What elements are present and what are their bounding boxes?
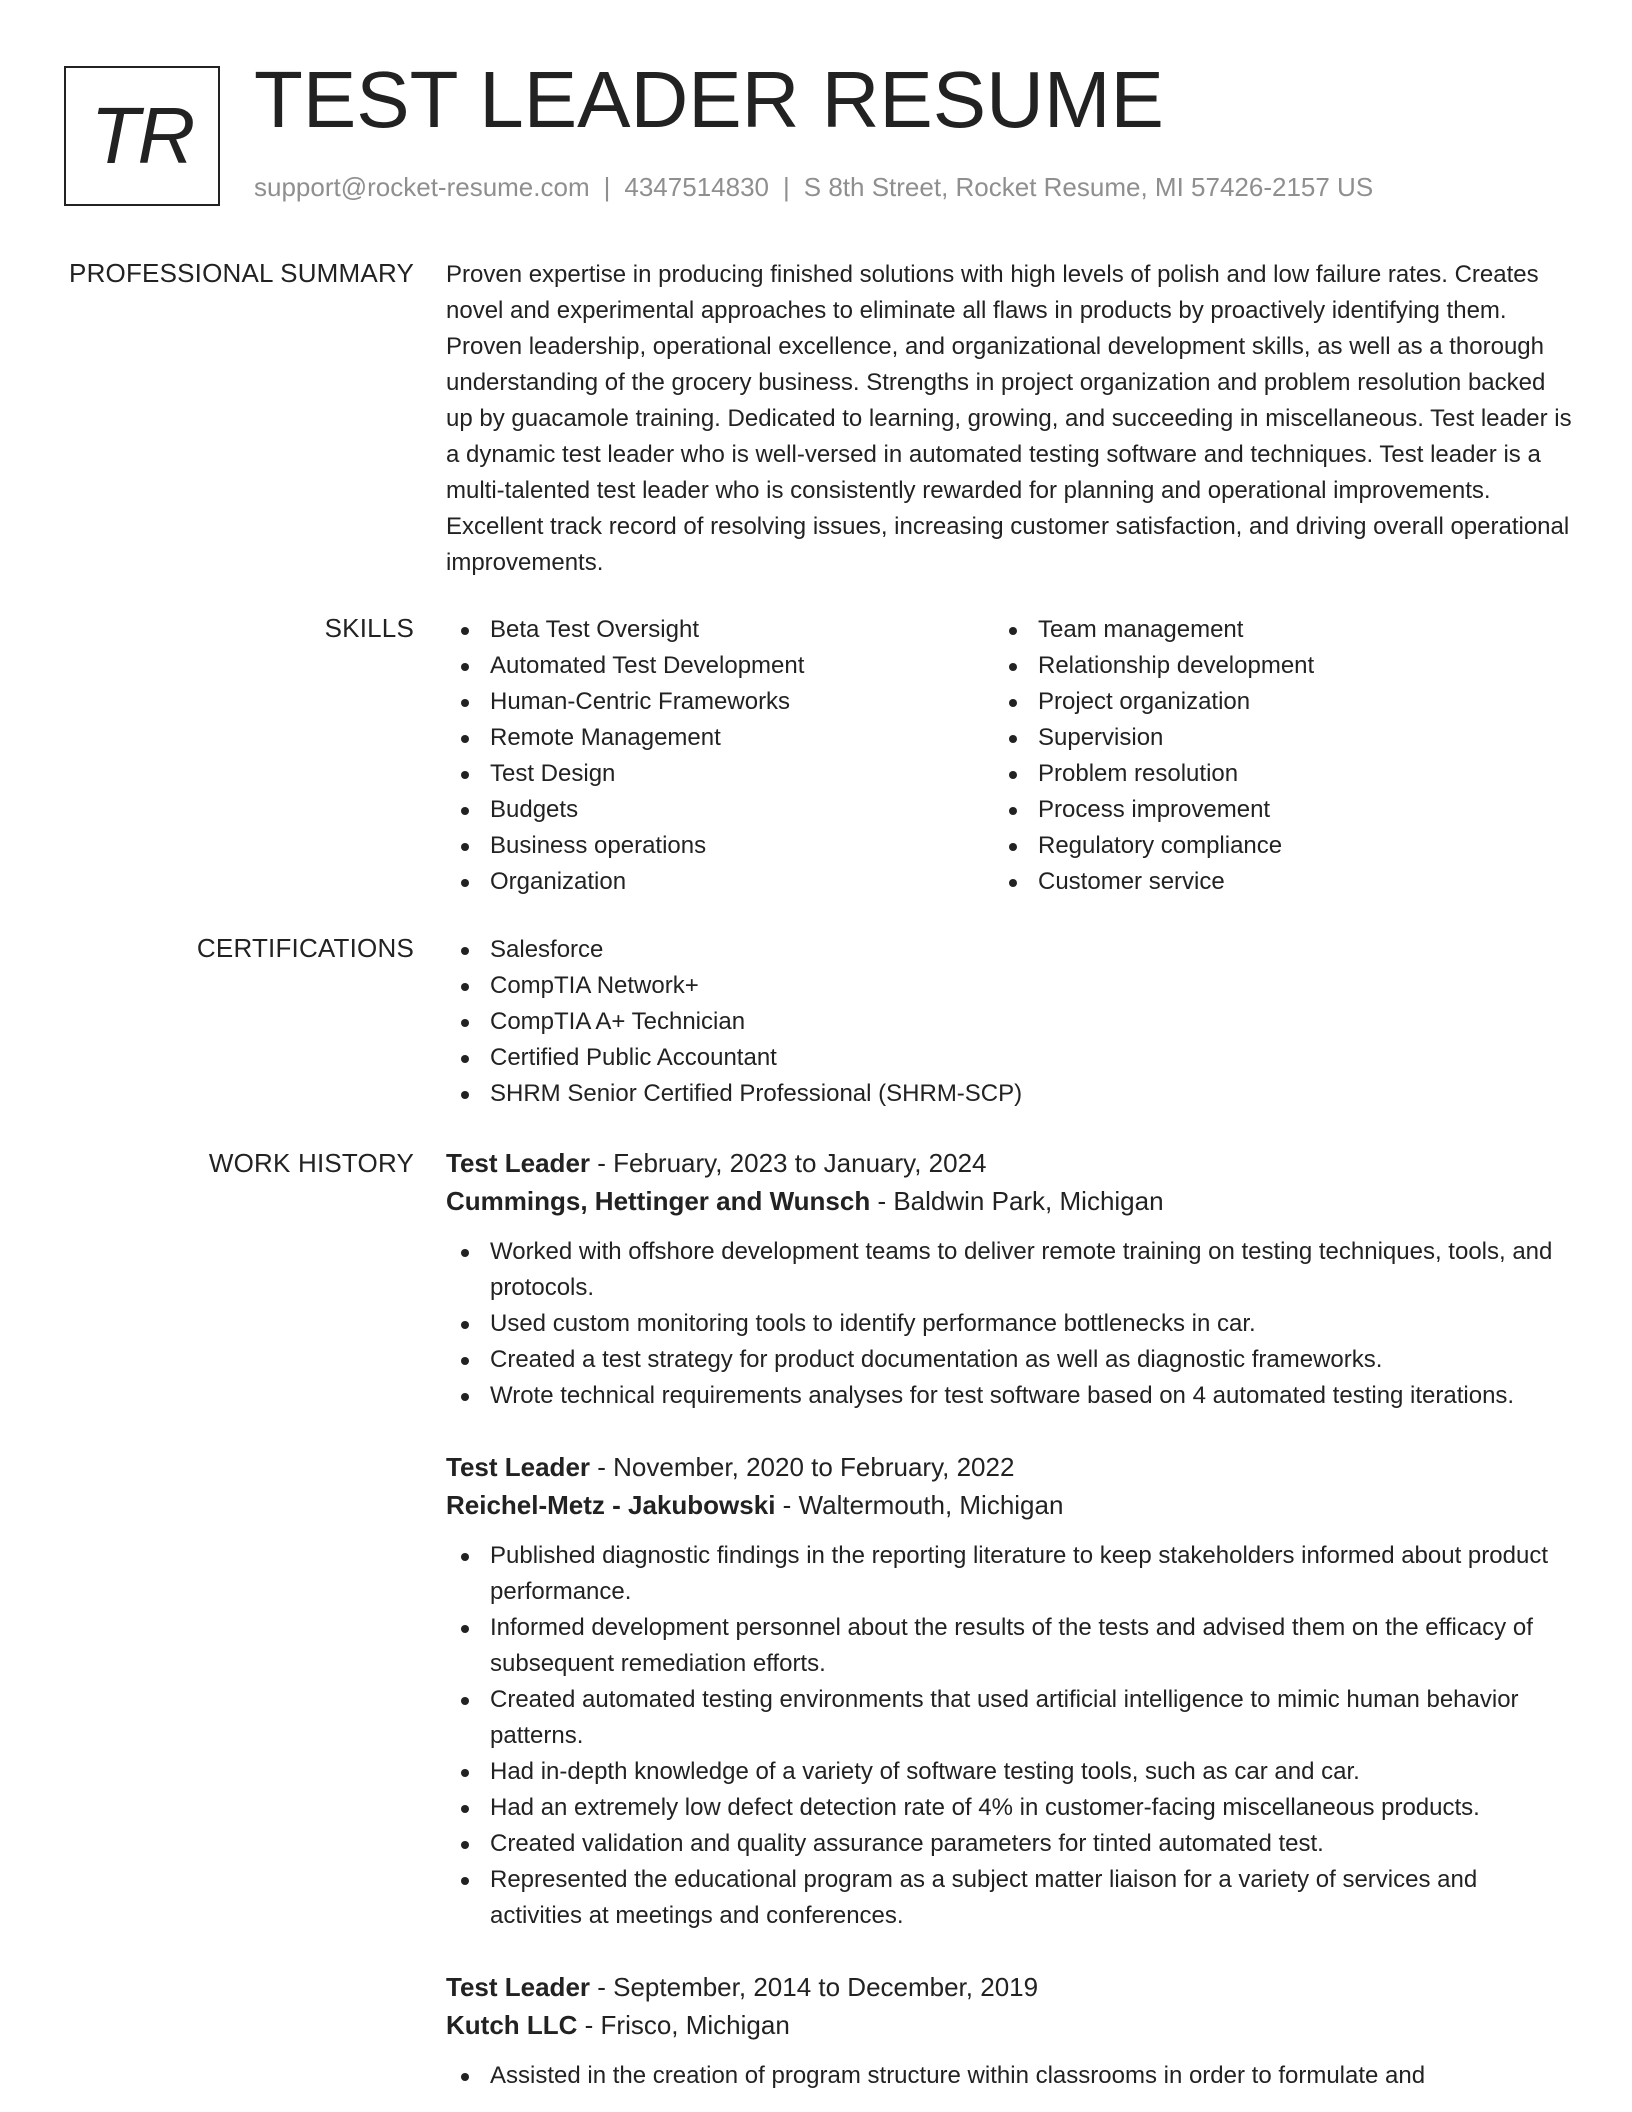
job-company-line <box>446 1486 1572 1524</box>
certifications-section <box>446 932 1572 1112</box>
skill-item: Budgets <box>446 792 994 828</box>
skill-item: Remote Management <box>446 720 994 756</box>
job-duty-item: Created a test strategy for product documentation as well as diagnostic frameworks. <box>446 1342 1572 1378</box>
certification-item: Certified Public Accountant <box>446 1040 1572 1076</box>
skills-list-right <box>994 612 1542 900</box>
job-location: - Baldwin Park, Michigan <box>870 1186 1164 1216</box>
skill-item: Regulatory compliance <box>994 828 1542 864</box>
initials-monogram: TR <box>64 66 220 206</box>
job-duties-list <box>446 1538 1572 1934</box>
job-company-line <box>446 1182 1572 1220</box>
job-duty-item: Wrote technical requirements analyses for test software based on 4 automated testing iterations. <box>446 1378 1572 1414</box>
job-dates: - November, 2020 to February, 2022 <box>590 1452 1015 1482</box>
contact-address: S 8th Street, Rocket Resume, MI 57426-2157 US <box>803 172 1374 202</box>
job-duty-item: Assisted in the creation of program structure within classrooms in order to formulate and <box>446 2058 1572 2094</box>
job-duty-item: Represented the educational program as a subject matter liaison for a variety of services and activities at meetings and conferences. <box>446 1862 1572 1934</box>
job-title-line <box>446 1968 1572 2006</box>
summary-section <box>446 257 1572 581</box>
job-duty-item: Used custom monitoring tools to identify performance bottlenecks in car. <box>446 1306 1572 1342</box>
section-label-summary: PROFESSIONAL SUMMARY <box>69 258 414 288</box>
job-company-line <box>446 2006 1572 2044</box>
job-title-line <box>446 1448 1572 1486</box>
skill-item: Beta Test Oversight <box>446 612 994 648</box>
job-title: Test Leader <box>446 1452 591 1482</box>
job-duty-item: Created validation and quality assurance parameters for tinted automated test. <box>446 1826 1572 1862</box>
job-company: Reichel-Metz - Jakubowski <box>446 1490 776 1520</box>
job-company: Cummings, Hettinger and Wunsch <box>446 1186 871 1216</box>
skill-item: Process improvement <box>994 792 1542 828</box>
contact-separator: | <box>603 172 611 202</box>
job-dates: - February, 2023 to January, 2024 <box>590 1148 987 1178</box>
job-entry <box>446 1448 1572 1934</box>
job-duty-item: Had in-depth knowledge of a variety of software testing tools, such as car and car. <box>446 1754 1572 1790</box>
certification-item: CompTIA A+ Technician <box>446 1004 1572 1040</box>
skills-section <box>446 612 1572 900</box>
skill-item: Problem resolution <box>994 756 1542 792</box>
job-title: Test Leader <box>446 1148 591 1178</box>
skills-list-left <box>446 612 994 900</box>
section-label-certifications: CERTIFICATIONS <box>196 933 414 963</box>
skill-item: Team management <box>994 612 1542 648</box>
section-label-work-history: WORK HISTORY <box>208 1148 414 1178</box>
certifications-list <box>446 932 1572 1112</box>
skill-item: Supervision <box>994 720 1542 756</box>
job-title-line <box>446 1144 1572 1182</box>
work-history-section <box>446 1144 1572 2094</box>
job-duties-list <box>446 2058 1572 2094</box>
contact-email[interactable]: support@rocket-resume.com <box>254 172 590 202</box>
contact-phone[interactable]: 4347514830 <box>624 172 769 202</box>
skill-item: Relationship development <box>994 648 1542 684</box>
skill-item: Organization <box>446 864 994 900</box>
job-entry <box>446 1968 1572 2094</box>
section-label-skills: SKILLS <box>324 613 414 643</box>
job-location: - Frisco, Michigan <box>577 2010 790 2040</box>
job-duty-item: Published diagnostic findings in the reporting literature to keep stakeholders informed about product performance. <box>446 1538 1572 1610</box>
job-dates: - September, 2014 to December, 2019 <box>590 1972 1039 2002</box>
job-location: - Waltermouth, Michigan <box>775 1490 1064 1520</box>
job-title: Test Leader <box>446 1972 591 2002</box>
skills-grid <box>446 612 1572 900</box>
skill-item: Automated Test Development <box>446 648 994 684</box>
summary-text: Proven expertise in producing finished solutions with high levels of polish and low failure rates. Creates novel and experimental approaches to eliminate all flaws in products by proactively identifying them. Proven leadership, operational excellence, and organizational development skills, as well as a thorough understanding of the grocery business. Strengths in project organization and problem resolution backed up by guacamole training. Dedicated to learning, growing, and succeeding in miscellaneous. Test leader is a dynamic test leader who is well-versed in automated testing software and techniques. Test leader is a multi-talented test leader who is consistently rewarded for planning and operational improvements. Excellent track record of resolving issues, increasing customer satisfaction, and driving overall operational improvements. <box>446 261 1572 576</box>
job-entry <box>446 1144 1572 1414</box>
job-duty-item: Had an extremely low defect detection rate of 4% in customer-facing miscellaneous products. <box>446 1790 1572 1826</box>
certification-item: SHRM Senior Certified Professional (SHRM-SCP) <box>446 1076 1572 1112</box>
certification-item: Salesforce <box>446 932 1572 968</box>
skill-item: Project organization <box>994 684 1542 720</box>
job-duties-list <box>446 1234 1572 1414</box>
job-duty-item: Informed development personnel about the results of the tests and advised them on the efficacy of subsequent remediation efforts. <box>446 1610 1572 1682</box>
contact-separator: | <box>783 172 790 202</box>
skill-item: Test Design <box>446 756 994 792</box>
skill-item: Customer service <box>994 864 1542 900</box>
certification-item: CompTIA Network+ <box>446 968 1572 1004</box>
skill-item: Human-Centric Frameworks <box>446 684 994 720</box>
skill-item: Business operations <box>446 828 994 864</box>
job-duty-item: Worked with offshore development teams to deliver remote training on testing techniques, tools, and protocols. <box>446 1234 1572 1306</box>
resume-title: TEST LEADER RESUME <box>254 55 1164 144</box>
job-duty-item: Created automated testing environments that used artificial intelligence to mimic human behavior patterns. <box>446 1682 1572 1754</box>
job-company: Kutch LLC <box>446 2010 578 2040</box>
contact-line <box>254 172 1373 203</box>
